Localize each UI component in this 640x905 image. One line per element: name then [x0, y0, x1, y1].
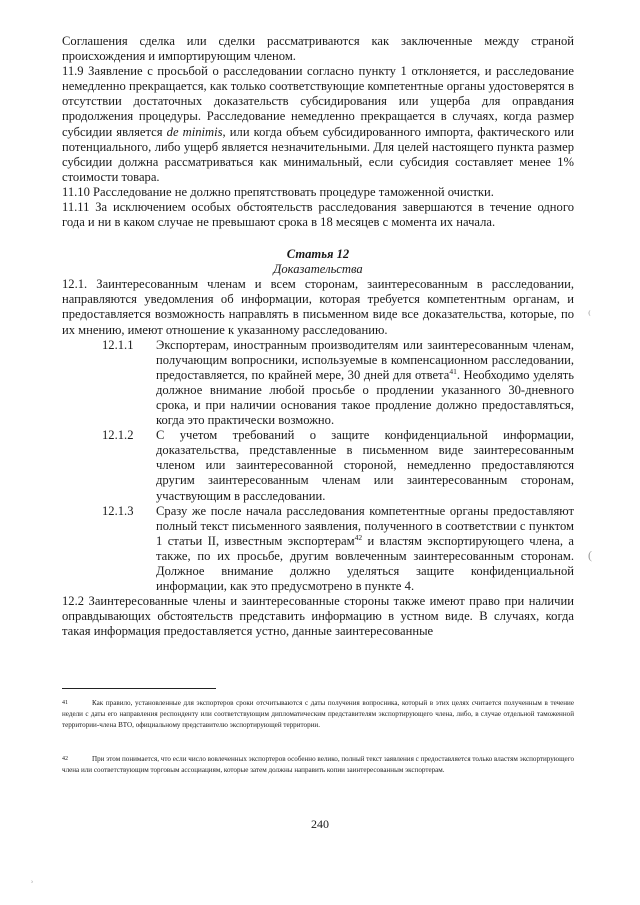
footnote-separator [62, 688, 216, 689]
scan-artifact-mark: ʾ [30, 878, 34, 892]
paragraph-11-10: 11.10 Расследование не должно препятствовать процедуре таможенной очистки. [62, 184, 494, 199]
subparagraph-text: С учетом требований о защите конфиденциальной информации, доказательства, представленные в письменном виде заинтересованным членом или заинтересованной стороной, немедленно предоставляются другим заинтересованным членам или заинтересованным сторонам, участвующим в расследовании. [156, 428, 574, 503]
paragraph-11-11: 11.11 За исключением особых обстоятельств расследования завершаются в течение одного года и ни в каком случае не превышают срока в 18 месяцев с момента их начала. [62, 200, 574, 230]
page-number: 240 [311, 817, 329, 831]
article-title: Статья 12 [286, 247, 350, 262]
subparagraph-text-a: Экспортерам, иностранным производителям или заинтересованным членам, получающим вопросники, используемые в компенсационном расследовании, предоставляется, по крайней мере, 30 дней для ответа [156, 337, 574, 382]
subparagraph-text [156, 504, 574, 595]
paragraph-11-9-rest: , или когда объем субсидированного импорта, фактического или потенциального, либо ущерб является незначительными. Для целей настоящего пункта размер субсидии должна рассматриваться как минимальный, если субсидия составляет менее 1% стоимости товара. [62, 124, 574, 184]
footnote-42 [62, 754, 574, 776]
subparagraph-number: 12.1.1 [102, 337, 134, 352]
subparagraph-12-1-3 [102, 504, 574, 595]
de-minimis-term: de minimis [166, 124, 223, 139]
paragraph-11-9 [62, 64, 574, 185]
paragraph-12-2: 12.2 Заинтересованные члены и заинтересованные стороны также имеют право при наличии оправдывающих обстоятельств представить информацию в устном виде. В случаях, когда такая информация предоставляется устно, данные заинтересованные [62, 594, 574, 639]
subparagraph-number: 12.1.2 [102, 428, 134, 443]
footnote-number: 41 [62, 700, 68, 706]
footnote-text: При этом понимается, что если число вовлеченных экспортеров особенно велико, полный текст заявления с предоставляется только властям экспортирующего члена или соответствующим торговым ассоциациям, которые затем должны направить копии заинтересованным экспортерам. [62, 755, 574, 774]
subparagraph-text-b: . Необходимо уделять должное внимание любой просьбе о продлении указанного 30-дневного срока, и при наличии основания такое продление должно предоставляться, когда это практически возможно. [156, 367, 575, 428]
paragraph-12-1: 12.1. Заинтересованным членам и всем сторонам, заинтересованным в расследовании, направляются уведомления об информации, которая требуется компетентным органам, и предоставляется возможность направлять в письменном виде все доказательства, которые, по их мнению, имеют отношение к указанному расследованию. [62, 277, 574, 337]
scan-artifact-mark: ( [588, 548, 592, 562]
subparagraph-12-1-2 [102, 428, 574, 503]
paragraph-intro: Соглашения сделка или сделки рассматриваются как заключенные между страной происхождения и импортирующим членом. [62, 34, 574, 64]
footnote-41 [62, 698, 574, 731]
scan-artifact-mark: ⁽ [588, 308, 591, 322]
subparagraph-text-a: Сразу же после начала расследования компетентные органы предоставляют полный текст письменного заявления, полученного в соответствии с пунктом 1 статьи II, известным экспортерам [156, 503, 574, 548]
subparagraph-number: 12.1.3 [102, 503, 134, 518]
footnote-text: Как правило, установленные для экспортеров сроки отсчитываются с даты получения вопросника, который в этих целях считается полученным в течение недели с даты его направления респонденту или соответствующим дипломатическим представителям экспортирующего члена, либо, в случае отдельной таможенной территории-члена ВТО, официальному представителю экспортирующей территории. [62, 699, 574, 729]
footnote-number: 42 [62, 756, 68, 762]
subparagraph-12-1-1 [102, 338, 574, 429]
paragraph-11-9-text: 11.9 Заявление с просьбой о расследовании согласно пункту 1 отклоняется, и расследование немедленно прекращается, как только соответствующие компетентные органы удостоверятся в отсутствии достаточных доказательств субсидирования или ущерба для оправдания продолжения процедуры. Расследование немедленно прекращается в случаях, когда размер субсидии является [62, 64, 574, 139]
footnote-ref-41[interactable]: 41 [449, 366, 457, 376]
article-subtitle: Доказательства [273, 262, 363, 277]
subparagraph-text [156, 338, 574, 429]
footnote-ref-42[interactable]: 42 [354, 532, 363, 542]
subparagraph-text-b: и властям экспортирующего члена, а также, по их просьбе, другим вовлеченным заинтересованным сторонам. Должное внимание должно уделяться защите конфиденциальной информации, как это предусмотрено в пункте 4. [156, 533, 574, 594]
document-body [62, 34, 574, 639]
